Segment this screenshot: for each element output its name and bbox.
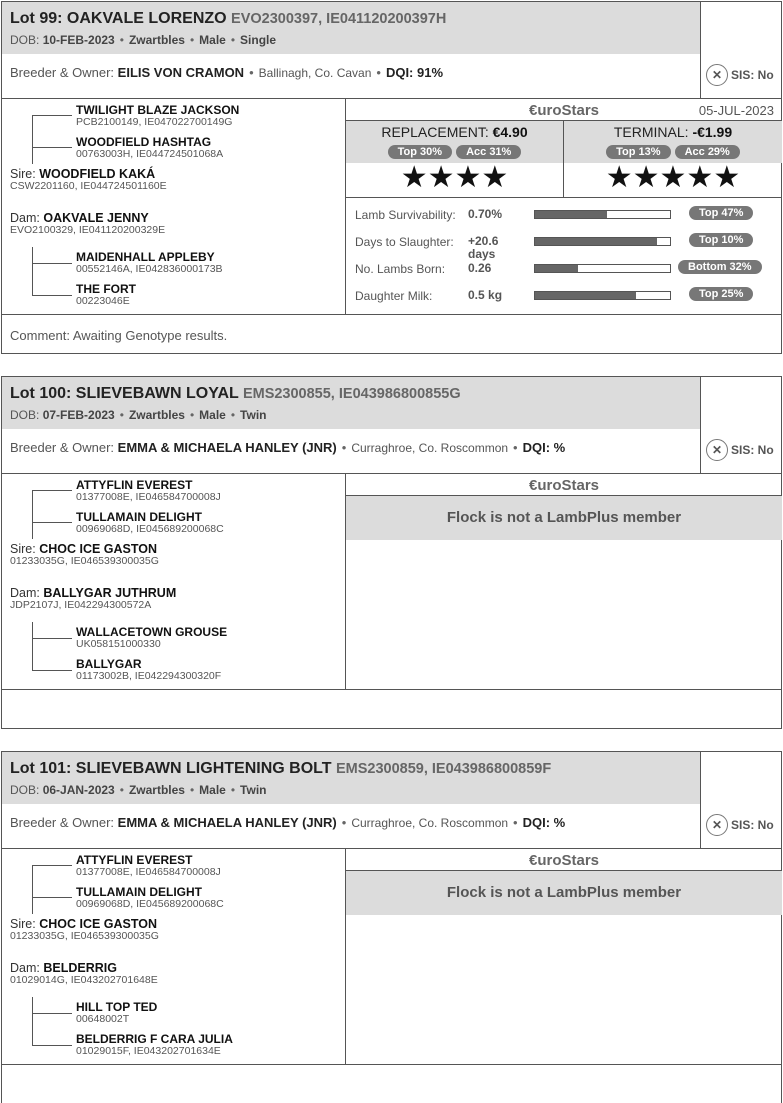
trait-badge: Top 25% (689, 287, 753, 301)
ancestor-name: THE FORT (76, 282, 136, 296)
sire-label: Sire: (10, 917, 36, 931)
dob-value: 10-FEB-2023 (42, 33, 115, 47)
sex: Male (199, 408, 226, 422)
ancestor-ids: 01377008E, IE046584700008J (76, 491, 221, 503)
dam (10, 587, 176, 611)
dob-label: DOB: (10, 408, 40, 422)
sire-ids: 01233035G, IE046539300035G (10, 930, 159, 942)
sire (10, 918, 159, 942)
dam-dam (76, 283, 136, 307)
trait-badge: Bottom 32% (678, 260, 762, 274)
dam-dam (76, 1033, 233, 1057)
index-pills (564, 142, 782, 160)
separator: • (230, 408, 236, 422)
sire-name: CHOC ICE GASTON (39, 917, 158, 931)
ancestor-ids: 00763003H, IE044724501068A (76, 148, 224, 160)
dob-value: 06-JAN-2023 (42, 783, 115, 797)
pedigree-line (32, 670, 72, 671)
terminal-label (564, 124, 782, 140)
separator: • (119, 33, 124, 47)
index-label: TERMINAL: (613, 124, 689, 140)
sis-status (706, 439, 774, 461)
ancestor-name: WOODFIELD HASHTAG (76, 135, 212, 149)
acc-badge: Acc 29% (675, 145, 740, 159)
breeder-location: Curraghroe, Co. Roscommon (351, 441, 509, 455)
pedigree-line (32, 622, 33, 671)
dam-label: Dam: (10, 961, 40, 975)
separator: • (513, 815, 518, 830)
sis-label: SIS: No (731, 818, 774, 832)
sire-dam (76, 886, 224, 910)
ancestor-name: MAIDENHALL APPLEBY (76, 250, 215, 264)
pedigree-line (32, 522, 72, 523)
trait-value: 0.26 (468, 261, 492, 275)
separator: • (189, 408, 195, 422)
ancestor-ids: 00969068D, IE045689200068C (76, 523, 224, 535)
comment-row (2, 1065, 781, 1103)
separator: • (119, 783, 124, 797)
pedigree-line (32, 115, 72, 116)
star-rating: ★★★★ (400, 161, 509, 194)
sire-label: Sire: (10, 542, 36, 556)
dam-sire (76, 626, 227, 650)
eurostars-panel (346, 99, 782, 314)
separator: • (376, 65, 381, 80)
sire-ids: CSW2201160, IE044724501160E (10, 180, 167, 192)
sire-name: WOODFIELD KAKÁ (39, 167, 156, 181)
sis-label: SIS: No (731, 68, 774, 82)
replacement-label (346, 124, 563, 140)
pedigree (2, 849, 346, 1064)
dam (10, 212, 165, 236)
pedigree-line (32, 897, 72, 898)
separator: • (230, 783, 236, 797)
separator: • (341, 440, 347, 455)
pedigree (2, 99, 346, 314)
trait-bar (534, 210, 671, 219)
close-circle-icon: ✕ (706, 64, 728, 86)
eurostars-header (346, 849, 782, 871)
trait-row (346, 229, 782, 261)
ancestor-name: TWILIGHT BLAZE JACKSON (76, 103, 240, 117)
dam-sire (76, 251, 223, 275)
dob-line (10, 783, 266, 797)
ancestor-ids: 01173002B, IE042294300320F (76, 670, 222, 682)
dam-ids: EVO2100329, IE041120200329E (10, 224, 166, 236)
birth-type: Twin (240, 783, 267, 797)
index-pills (346, 142, 563, 160)
trait-bar-fill (535, 211, 607, 218)
index-value: €4.90 (492, 124, 528, 140)
breeder-location: Ballinagh, Co. Cavan (258, 66, 372, 80)
breed: Zwartbles (128, 33, 185, 47)
lot-title (10, 385, 461, 403)
sis-box (700, 377, 782, 473)
pedigree-line (32, 1045, 72, 1046)
eurostars-header (346, 474, 782, 496)
pedigree-line (32, 865, 33, 914)
lot-body (2, 99, 781, 315)
dam-ids: JDP2107J, IE042294300572A (10, 599, 152, 611)
sis-box (700, 2, 782, 98)
ancestor-ids: 01377008E, IE046584700008J (76, 866, 221, 878)
terminal-index (564, 121, 782, 197)
trait-label: Days to Slaughter: (355, 235, 454, 249)
comment-row (2, 690, 781, 728)
ancestor-name: WALLACETOWN GROUSE (76, 625, 228, 639)
separator: • (341, 815, 347, 830)
trait-value: 0.70% (468, 207, 503, 221)
trait-bar (534, 237, 671, 246)
lot-card-99 (1, 1, 782, 354)
lot-body (2, 849, 781, 1065)
ancestor-name: ATTYFLIN EVEREST (76, 853, 193, 867)
replacement-index (346, 121, 564, 197)
ancestor-name: TULLAMAIN DELIGHT (76, 885, 202, 899)
dam-sire (76, 1001, 157, 1025)
sex: Male (199, 33, 226, 47)
pedigree-line (32, 115, 33, 164)
star-rating: ★★★★★ (605, 161, 741, 194)
sis-status (706, 814, 774, 836)
lot-name: Lot 101: SLIEVEBAWN LIGHTENING BOLT (10, 760, 332, 777)
trait-row (346, 256, 782, 280)
pedigree-line (32, 490, 72, 491)
trait-label: Daughter Milk: (355, 289, 433, 303)
dqi: DQI: 91% (385, 65, 444, 80)
pedigree-line (32, 147, 72, 148)
eurostars-panel (346, 849, 782, 1064)
lot-ids: EVO2300397, IE041120200397H (231, 11, 447, 27)
top-badge: Top 13% (606, 145, 670, 159)
separator: • (230, 33, 236, 47)
ancestor-ids: UK058151000330 (76, 638, 161, 650)
index-value: -€1.99 (692, 124, 733, 140)
trait-value: 0.5 kg (468, 288, 503, 302)
no-member-notice: Flock is not a LambPlus member (346, 871, 782, 915)
pedigree-line (32, 997, 33, 1046)
separator: • (513, 440, 518, 455)
trait-badge: Top 47% (689, 206, 753, 220)
breeder-line (10, 65, 443, 80)
pedigree-line (32, 263, 72, 264)
breed: Zwartbles (128, 408, 185, 422)
sis-label: SIS: No (731, 443, 774, 457)
dob-line (10, 33, 276, 47)
index-band (564, 121, 782, 163)
sire (10, 168, 167, 192)
eurostars-title: €uroStars (528, 477, 600, 494)
breeder-location: Curraghroe, Co. Roscommon (351, 816, 509, 830)
sis-status (706, 64, 774, 86)
sire-name: CHOC ICE GASTON (39, 542, 158, 556)
trait-bar (534, 291, 671, 300)
close-circle-icon: ✕ (706, 439, 728, 461)
traits-list (346, 198, 782, 313)
trait-bar-fill (535, 265, 578, 272)
trait-bar (534, 264, 671, 273)
ancestor-ids: PCB2100149, IE047022700149G (76, 116, 233, 128)
dam-label: Dam: (10, 586, 40, 600)
breeder-name: EILIS VON CRAMON (117, 65, 245, 80)
dam-name: OAKVALE JENNY (43, 211, 149, 225)
lot-header (2, 377, 781, 474)
acc-badge: Acc 31% (456, 145, 521, 159)
breeder-name: EMMA & MICHAELA HANLEY (JNR) (117, 440, 337, 455)
breeder-label: Breeder & Owner: (10, 65, 115, 80)
birth-type: Twin (240, 408, 267, 422)
trait-bar-fill (535, 238, 657, 245)
sex: Male (199, 783, 226, 797)
lot-header (2, 752, 781, 849)
lot-card-100 (1, 376, 782, 729)
sire-dam (76, 136, 223, 160)
eurostars-title: €uroStars (528, 102, 600, 119)
ancestor-name: HILL TOP TED (76, 1000, 158, 1014)
ancestor-ids: 00552146A, IE042836000173B (76, 263, 223, 275)
dob-label: DOB: (10, 33, 40, 47)
ancestor-ids: 00648002T (76, 1013, 130, 1025)
dob-value: 07-FEB-2023 (42, 408, 115, 422)
ancestor-name: ATTYFLIN EVEREST (76, 478, 193, 492)
lot-name: Lot 99: OAKVALE LORENZO (10, 10, 227, 27)
lot-title (10, 760, 551, 778)
dam-label: Dam: (10, 211, 40, 225)
lot-header (2, 2, 781, 99)
trait-row (346, 283, 782, 307)
dam-ids: 01029014G, IE043202701648E (10, 974, 158, 986)
lot-title (10, 10, 446, 28)
ancestor-name: TULLAMAIN DELIGHT (76, 510, 202, 524)
index-band (346, 121, 563, 163)
breeder-name: EMMA & MICHAELA HANLEY (JNR) (117, 815, 337, 830)
eurostars-panel (346, 474, 782, 689)
lot-ids: EMS2300859, IE043986800859F (335, 761, 552, 777)
lot-ids: EMS2300855, IE043986800855G (242, 386, 461, 402)
close-circle-icon: ✕ (706, 814, 728, 836)
breed: Zwartbles (128, 783, 185, 797)
sis-box (700, 752, 782, 848)
breeder-line (10, 440, 565, 455)
sire-sire (76, 104, 239, 128)
pedigree-line (32, 295, 72, 296)
pedigree-line (32, 865, 72, 866)
ancestor-ids: 01029015F, IE043202701634E (76, 1045, 221, 1057)
eurostars-title: €uroStars (528, 852, 600, 869)
pedigree-line (32, 490, 33, 539)
pedigree-line (32, 1013, 72, 1014)
index-row (346, 121, 782, 198)
birth-type: Single (240, 33, 277, 47)
lot-card-101 (1, 751, 782, 1103)
dam-name: BALLYGAR JUTHRUM (43, 586, 177, 600)
dam-name: BELDERRIG (43, 961, 117, 975)
separator: • (189, 33, 195, 47)
dam-dam (76, 658, 221, 682)
dam (10, 962, 158, 986)
sire-ids: 01233035G, IE046539300035G (10, 555, 159, 567)
eurostars-header (346, 99, 782, 121)
sire-sire (76, 854, 221, 878)
separator: • (119, 408, 124, 422)
pedigree-line (32, 638, 72, 639)
sire-sire (76, 479, 221, 503)
trait-bar-fill (535, 292, 636, 299)
dob-line (10, 408, 266, 422)
breeder-label: Breeder & Owner: (10, 815, 115, 830)
ancestor-name: BALLYGAR (76, 657, 142, 671)
comment-row (2, 315, 781, 353)
dqi: DQI: % (522, 815, 566, 830)
lot-body (2, 474, 781, 690)
separator: • (189, 783, 195, 797)
separator: • (249, 65, 254, 80)
index-label: REPLACEMENT: (381, 124, 489, 140)
ancestor-ids: 00969068D, IE045689200068C (76, 898, 224, 910)
trait-label: No. Lambs Born: (355, 262, 446, 276)
trait-badge: Top 10% (689, 233, 753, 247)
no-member-notice: Flock is not a LambPlus member (346, 496, 782, 540)
trait-label: Lamb Survivability: (355, 208, 456, 222)
top-badge: Top 30% (388, 145, 452, 159)
comment: Comment: Awaiting Genotype results. (10, 328, 228, 343)
ancestor-name: BELDERRIG F CARA JULIA (76, 1032, 233, 1046)
breeder-line (10, 815, 565, 830)
sire-label: Sire: (10, 167, 36, 181)
trait-value: +20.6 days (468, 234, 499, 261)
ancestor-ids: 00223046E (76, 295, 130, 307)
pedigree (2, 474, 346, 689)
breeder-label: Breeder & Owner: (10, 440, 115, 455)
trait-row (346, 202, 782, 226)
pedigree-line (32, 247, 33, 296)
lot-name: Lot 100: SLIEVEBAWN LOYAL (10, 385, 239, 402)
eurostars-date: 05-JUL-2023 (698, 103, 774, 118)
dqi: DQI: % (522, 440, 566, 455)
sire (10, 543, 159, 567)
dob-label: DOB: (10, 783, 40, 797)
sire-dam (76, 511, 224, 535)
